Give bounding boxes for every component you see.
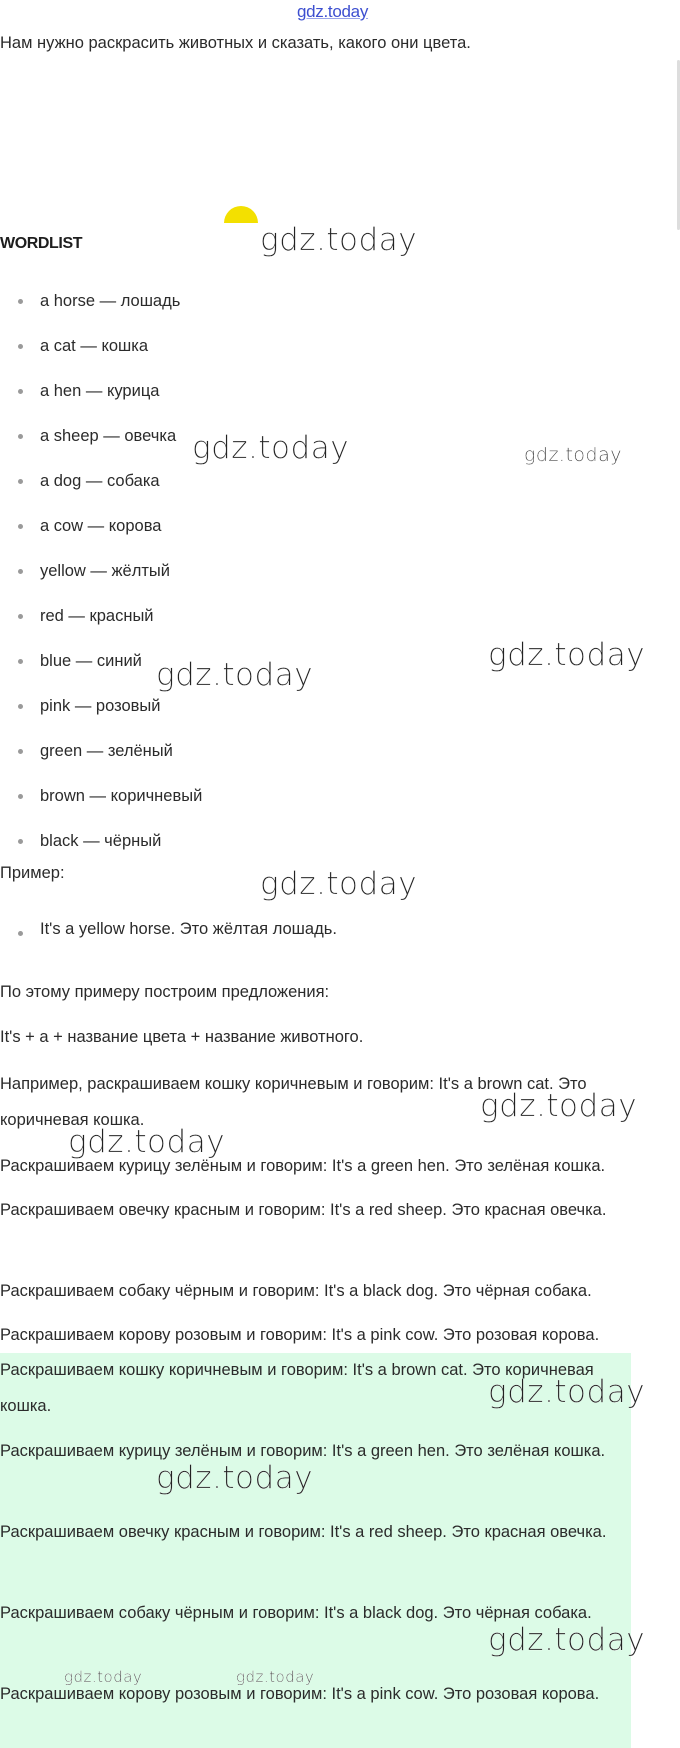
highlighted-paragraph: Раскрашиваем овечку красным и говорим: It's a red sheep. Это красная овечка. [0,1523,607,1541]
watermark: gdz.today [480,1088,638,1124]
watermark: gdz.today [156,1460,314,1496]
highlighted-paragraph: Раскрашиваем курицу зелёным и говорим: It's a green hen. Это зелёная кошка. [0,1442,606,1460]
watermark: gdz.today [68,1124,226,1160]
list-item: a dog — собака [0,468,202,513]
list-item: red — красный [0,603,202,648]
watermark: gdz.today [488,1374,646,1410]
sun-icon [224,206,258,223]
list-item: a hen — курица [0,378,202,423]
list-item: a cat — кошка [0,333,202,378]
wordlist-title: WORDLIST [0,235,83,252]
watermark: gdz.today [64,1668,143,1686]
list-item: pink — розовый [0,693,202,738]
watermark: gdz.today [192,430,350,466]
list-item: a cow — корова [0,513,202,558]
list-item: a horse — лошадь [0,288,202,333]
watermark: gdz.today [488,637,646,673]
list-item: a sheep — овечка [0,423,202,468]
watermark: gdz.today [260,222,418,258]
paragraph: Раскрашиваем курицу зелёным и говорим: It's a green hen. Это зелёная кошка. [0,1157,606,1175]
intro-text: Нам нужно раскрасить животных и сказать, какого они цвета. [0,34,471,52]
watermark: gdz.today [524,444,622,466]
highlighted-paragraph: Раскрашиваем кошку коричневым и говорим: It's a brown cat. Это коричневая кошка. [0,1361,594,1415]
paragraph: Раскрашиваем корову розовым и говорим: It's a pink cow. Это розовая корова. [0,1326,600,1344]
list-item: black — чёрный [0,828,202,873]
wordlist [0,288,202,873]
highlighted-paragraph: Раскрашиваем корову розовым и говорим: It's a pink cow. Это розовая корова. [0,1685,600,1703]
list-item: blue — синий [0,648,202,693]
paragraph: Раскрашиваем овечку красным и говорим: It's a red sheep. Это красная овечка. [0,1201,607,1219]
list-item: green — зелёный [0,738,202,783]
paragraph: Раскрашиваем собаку чёрным и говорим: It's a black dog. Это чёрная собака. [0,1282,592,1300]
example-label: Пример: [0,864,65,882]
watermark: gdz.today [236,1668,315,1686]
bullet-icon [18,931,23,936]
example-item: It's a yellow horse. Это жёлтая лошадь. [40,920,337,938]
paragraph: Например, раскрашиваем кошку коричневым и говорим: It's a brown cat. Это коричневая кошка. [0,1075,587,1129]
formula-paragraph: It's + a + название цвета + название животного. [0,1028,364,1046]
watermark: gdz.today [260,866,418,902]
site-link[interactable]: gdz.today [297,2,369,21]
watermark: gdz.today [488,1622,646,1658]
watermark: gdz.today [156,657,314,693]
list-item: brown — коричневый [0,783,202,828]
list-item: yellow — жёлтый [0,558,202,603]
highlighted-paragraph: Раскрашиваем собаку чёрным и говорим: It's a black dog. Это чёрная собака. [0,1604,592,1622]
paragraph: По этому примеру построим предложения: [0,983,330,1001]
